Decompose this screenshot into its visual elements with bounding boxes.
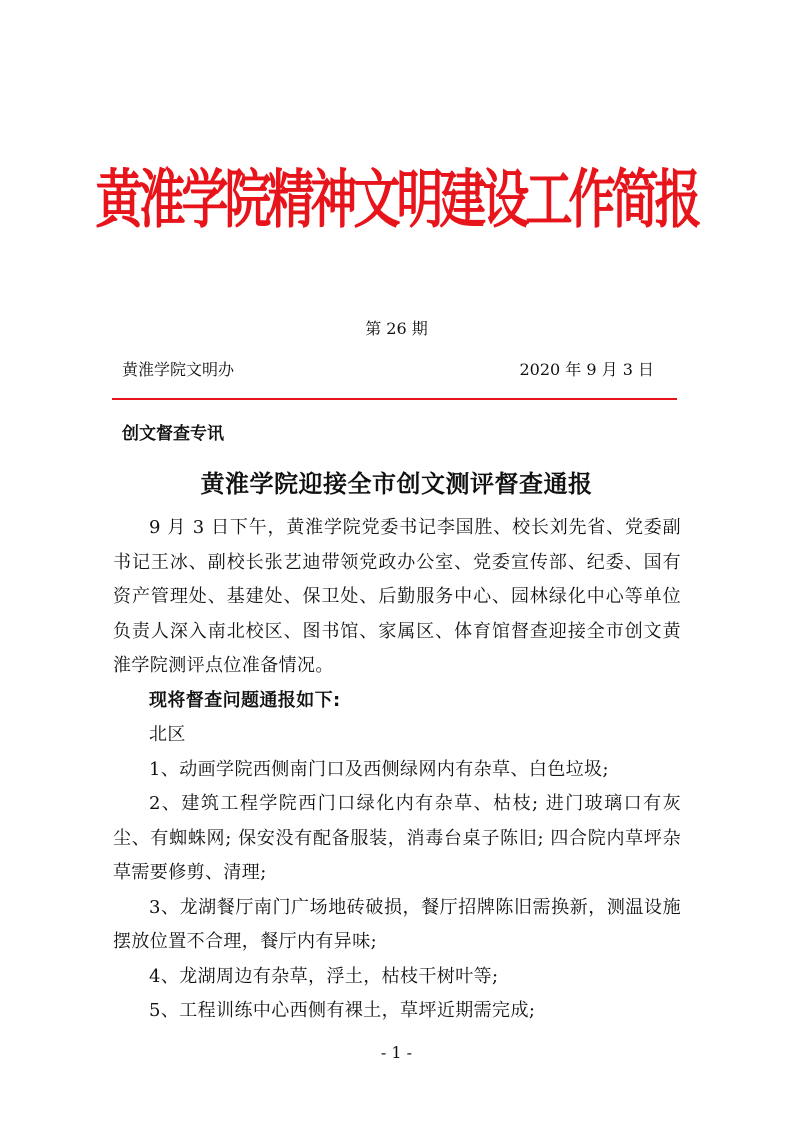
issue-number: 第 26 期 [365,319,428,338]
lead-paragraph: 现将督查问题通报如下: [149,689,341,711]
column-tag: 创文督查专讯 [122,424,224,444]
page-number: - 1 - [380,1043,413,1062]
list-item: 5、工程训练中心西侧有裸土，草坪近期需完成; [149,1000,536,1021]
issue-date: 2020 年 9 月 3 日 [519,360,654,379]
newsletter-masthead: 黄淮学院精神文明建设工作简报 [95,163,698,238]
list-item: 4、龙湖周边有杂草，浮土，枯枝干树叶等; [149,965,499,987]
article-body [113,511,681,1029]
list-item: 3、龙湖餐厅南门广场地砖破损，餐厅招牌陈旧需换新，测温设施摆放位置不合理，餐厅内有异味; [113,896,681,952]
list-item: 2、建筑工程学院西门口绿化内有杂草、枯枝; 进门玻璃口有灰尘、有蜘蛛网; 保安没有配备服装，消毒台桌子陈旧; 四合院内草坪杂草需要修剪、清理; [113,793,681,883]
issuer-date-row [122,357,654,380]
list-item: 1、动画学院西侧南门口及西侧绿网内有杂草、白色垃圾; [149,758,609,780]
red-divider-line [112,398,677,400]
article-title: 黄淮学院迎接全市创文测评督查通报 [200,469,593,498]
issuer-name: 黄淮学院文明办 [122,360,235,379]
section-heading: 北区 [149,724,186,745]
intro-paragraph: 9 月 3 日下午，黄淮学院党委书记李国胜、校长刘先省、党委副书记王冰、副校长张艺迪带领党政办公室、党委宣传部、纪委、国有资产管理处、基建处、保卫处、后勤服务中心、园林绿化中心等单位负责人深入南北校区、图书馆、家属区、体育馆督查迎接全市创文黄淮学院测评点位准备情况。 [113,517,681,676]
